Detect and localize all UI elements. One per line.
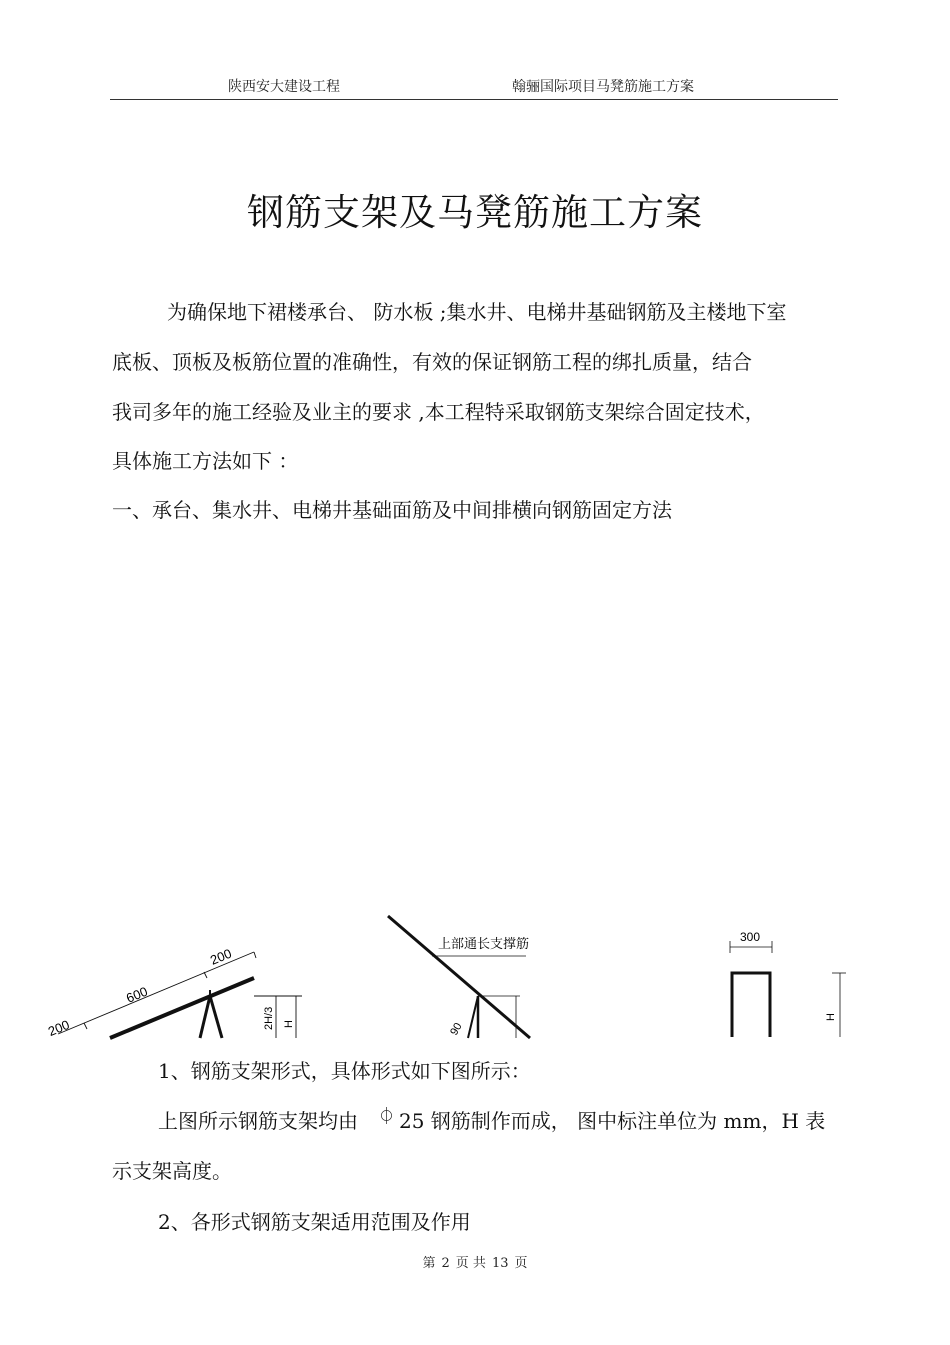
item-1-heading: 1、钢筋支架形式，具体形式如下图所示： [158,1059,531,1083]
page-footer [0,1252,950,1271]
figure-3-u-support [720,925,850,1040]
section-heading-1: 一、承台、集水井、电梯井基础面筋及中间排横向钢筋固定方法 [112,498,672,522]
fig1-dim-right: 200 [208,945,234,968]
fig1-dim-middle: 600 [124,983,150,1006]
item-1-desc-part1: 上图所示钢筋支架均由 [158,1109,358,1133]
intro-line-4: 具体施工方法如下 ： [112,449,299,473]
fig2-label: 上部通长支撑筋 [438,937,530,952]
figure-2-upper-support [380,910,550,1040]
item-2-heading: 2、各形式钢筋支架适用范围及作用 [158,1210,471,1234]
item-1-description-line-2: 示支架高度。 [112,1159,232,1183]
fig1-dim-left: 200 [45,1016,72,1039]
footer-page-number: 2 [441,1256,450,1271]
item-1-desc-part2: 25 钢筋制作而成， 图中标注单位为 mm，H 表 [399,1109,826,1133]
figure-1-sloped-support [40,930,320,1040]
intro-line-3: 我司多年的施工经验及业主的要求 ,本工程特采取钢筋支架综合固定技术， [112,400,765,424]
fig1-dim-h: H [283,1020,295,1028]
intro-line-2: 底板、顶板及板筋位置的准确性，有效的保证钢筋工程的绑扎质量，结合 [112,350,752,374]
fig3-dim-width: 300 [740,930,761,944]
fig1-dim-two-thirds-h: 2H/3 [263,1006,275,1030]
rebar-diameter-symbol: ⏀ [378,1107,395,1127]
item-1-description [158,1105,825,1134]
footer-prefix: 第 [422,1256,436,1271]
footer-mid: 页 共 [455,1256,486,1271]
footer-suffix: 页 [514,1256,528,1271]
page-title: 钢筋支架及马凳筋施工方案 [247,191,703,234]
fig2-dim: 90 [448,1020,465,1038]
intro-line-1: 为确保地下裙楼承台、 防水板 ;集水井、电梯井基础钢筋及主楼地下室 [167,300,787,324]
footer-total-pages: 13 [491,1256,509,1271]
header-document-title: 翰骊国际项目马凳筋施工方案 [512,79,694,95]
header-company: 陕西安大建设工程 [228,79,340,95]
fig3-dim-h: H [825,1013,837,1021]
header-rule [110,99,838,100]
